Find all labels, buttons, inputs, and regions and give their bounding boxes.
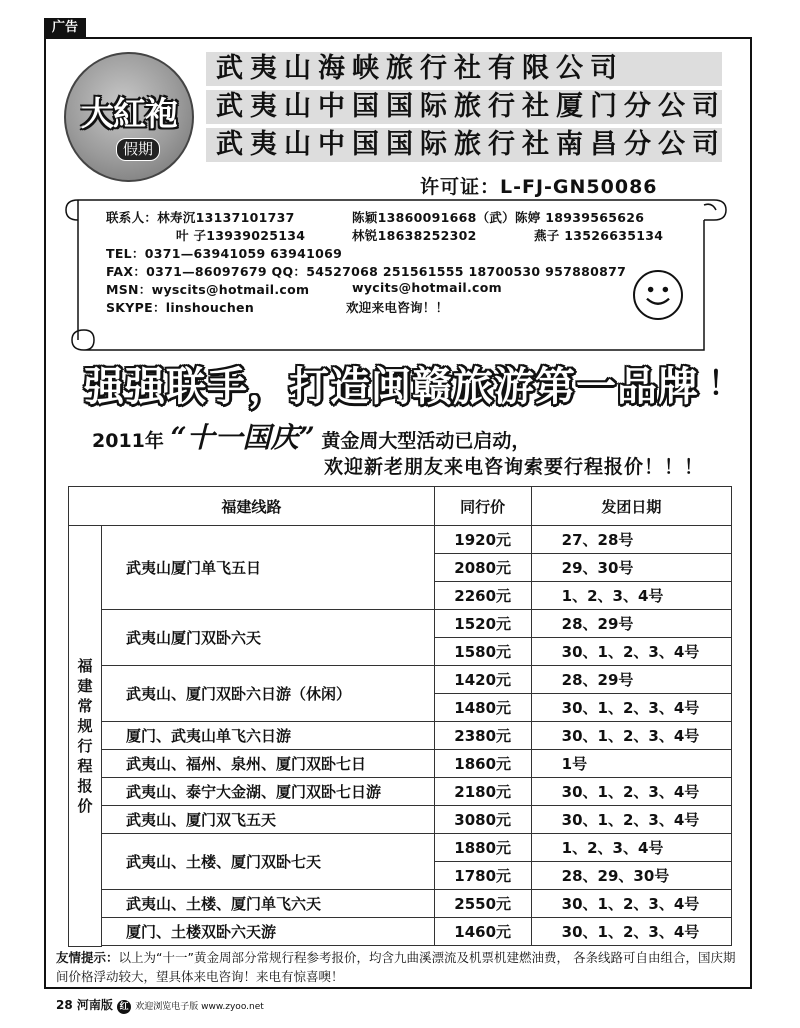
event-year: 2011年 — [92, 430, 164, 452]
route-name: 武夷山、福州、泉州、厦门双卧七日 — [102, 750, 435, 778]
page-number: 28 — [56, 998, 73, 1012]
table-row — [69, 610, 732, 638]
contact-fax-qq: FAX：0371—86097679 QQ：54527068 251561555 18700530 957880877 — [106, 264, 627, 279]
badge-icon: 红 — [117, 1000, 131, 1014]
header-route: 福建线路 — [69, 487, 435, 526]
route-name: 武夷山、土楼、厦门单飞六天 — [102, 890, 435, 918]
table-row — [69, 722, 732, 750]
ad-tag: 广告 — [44, 18, 86, 37]
header-price: 同行价 — [434, 487, 531, 526]
event-name: “十一国庆” — [170, 421, 315, 454]
license-number: 许可证：L-FJ-GN50086 — [420, 176, 658, 198]
company-name-1: 武夷山海峡旅行社有限公司 — [206, 52, 722, 86]
tip-label: 友情提示： — [56, 950, 119, 965]
table-row — [69, 890, 732, 918]
departure-dates: 1、2、3、4号 — [531, 582, 731, 610]
route-price: 2080元 — [434, 554, 531, 582]
departure-dates: 1、2、3、4号 — [531, 834, 731, 862]
route-name: 武夷山厦门双卧六天 — [102, 610, 435, 666]
departure-dates: 30、1、2、3、4号 — [531, 694, 731, 722]
route-price: 1920元 — [434, 526, 531, 554]
slogan: 强强联手，打造闽赣旅游第一品牌 — [84, 364, 699, 410]
route-price: 2180元 — [434, 778, 531, 806]
event-text: 黄金周大型活动已启动， — [321, 430, 531, 452]
route-name: 厦门、土楼双卧六天游 — [102, 918, 435, 946]
route-price: 1460元 — [434, 918, 531, 946]
route-price: 2260元 — [434, 582, 531, 610]
route-price: 1520元 — [434, 610, 531, 638]
logo-title: 大紅袍 — [81, 94, 177, 133]
route-price: 1580元 — [434, 638, 531, 666]
company-name-3: 武夷山中国国际旅行社南昌分公司 — [206, 128, 722, 162]
contact-msn-b: wycits@hotmail.com — [352, 280, 502, 295]
route-price: 3080元 — [434, 806, 531, 834]
table-row — [69, 918, 732, 946]
table-row — [69, 526, 732, 554]
route-name: 武夷山厦门单飞五日 — [102, 526, 435, 610]
contact-line-2a: 叶 子13939025134 — [176, 228, 306, 243]
company-name-2: 武夷山中国国际旅行社厦门分公司 — [206, 90, 722, 124]
category-label: 福 建 常 规 行 程 报 价 — [69, 526, 102, 947]
table-row — [69, 806, 732, 834]
route-price: 2380元 — [434, 722, 531, 750]
contact-line-1a: 联系人：林寿沉13137101737 — [106, 210, 295, 225]
departure-dates: 30、1、2、3、4号 — [531, 638, 731, 666]
logo-subtitle: 假期 — [116, 138, 160, 161]
price-table — [68, 486, 732, 947]
smiley-icon — [633, 270, 683, 320]
route-name: 厦门、武夷山单飞六日游 — [102, 722, 435, 750]
departure-dates: 28、29号 — [531, 610, 731, 638]
contact-skype: SKYPE：linshouchen — [106, 300, 255, 315]
departure-dates: 30、1、2、3、4号 — [531, 918, 731, 946]
contact-line-2b: 林锐18638252302 — [352, 228, 477, 243]
header-date: 发团日期 — [531, 487, 731, 526]
route-price: 2550元 — [434, 890, 531, 918]
footer-site: 欢迎浏览电子版 www.zyoo.net — [135, 1002, 264, 1012]
departure-dates: 29、30号 — [531, 554, 731, 582]
departure-dates: 1号 — [531, 750, 731, 778]
route-name: 武夷山、泰宁大金湖、厦门双卧七日游 — [102, 778, 435, 806]
route-price: 1880元 — [434, 834, 531, 862]
departure-dates: 27、28号 — [531, 526, 731, 554]
route-price: 1480元 — [434, 694, 531, 722]
slogan-mark: ！ — [708, 364, 741, 402]
departure-dates: 28、29、30号 — [531, 862, 731, 890]
departure-dates: 30、1、2、3、4号 — [531, 806, 731, 834]
page-footer — [56, 996, 264, 1014]
brand-logo — [64, 52, 194, 182]
route-price: 1420元 — [434, 666, 531, 694]
table-row — [69, 666, 732, 694]
route-price: 1780元 — [434, 862, 531, 890]
contact-tel: TEL：0371—63941059 63941069 — [106, 246, 343, 261]
edition: 河南版 — [76, 998, 113, 1012]
table-row — [69, 778, 732, 806]
welcome-text: 欢迎来电咨询！！ — [346, 300, 449, 315]
friendly-tip — [56, 948, 746, 986]
departure-dates: 30、1、2、3、4号 — [531, 778, 731, 806]
tip-text: 以上为“十一”黄金周部分常规行程参考报价，均含九曲溪漂流及机票机建燃油费， 各条线路可自由组合，国庆期间价格浮动较大，望具体来电咨询！来电有惊喜噢！ — [56, 950, 736, 984]
route-name: 武夷山、土楼、厦门双卧七天 — [102, 834, 435, 890]
contact-msn-a: MSN：wyscits@hotmail.com — [106, 282, 310, 297]
contact-line-2c: 燕子 13526635134 — [534, 228, 664, 243]
table-header-row — [69, 487, 732, 526]
route-name: 武夷山、厦门双飞五天 — [102, 806, 435, 834]
departure-dates: 30、1、2、3、4号 — [531, 890, 731, 918]
table-row — [69, 750, 732, 778]
route-name: 武夷山、厦门双卧六日游（休闲） — [102, 666, 435, 722]
departure-dates: 30、1、2、3、4号 — [531, 722, 731, 750]
route-price: 1860元 — [434, 750, 531, 778]
event-headline — [92, 416, 530, 456]
contact-line-1b: 陈颖13860091668（武）陈婷 18939565626 — [352, 210, 645, 225]
event-invite: 欢迎新老朋友来电咨询索要行程报价！！！ — [324, 456, 705, 478]
departure-dates: 28、29号 — [531, 666, 731, 694]
table-row — [69, 834, 732, 862]
table-spacer — [69, 946, 732, 947]
